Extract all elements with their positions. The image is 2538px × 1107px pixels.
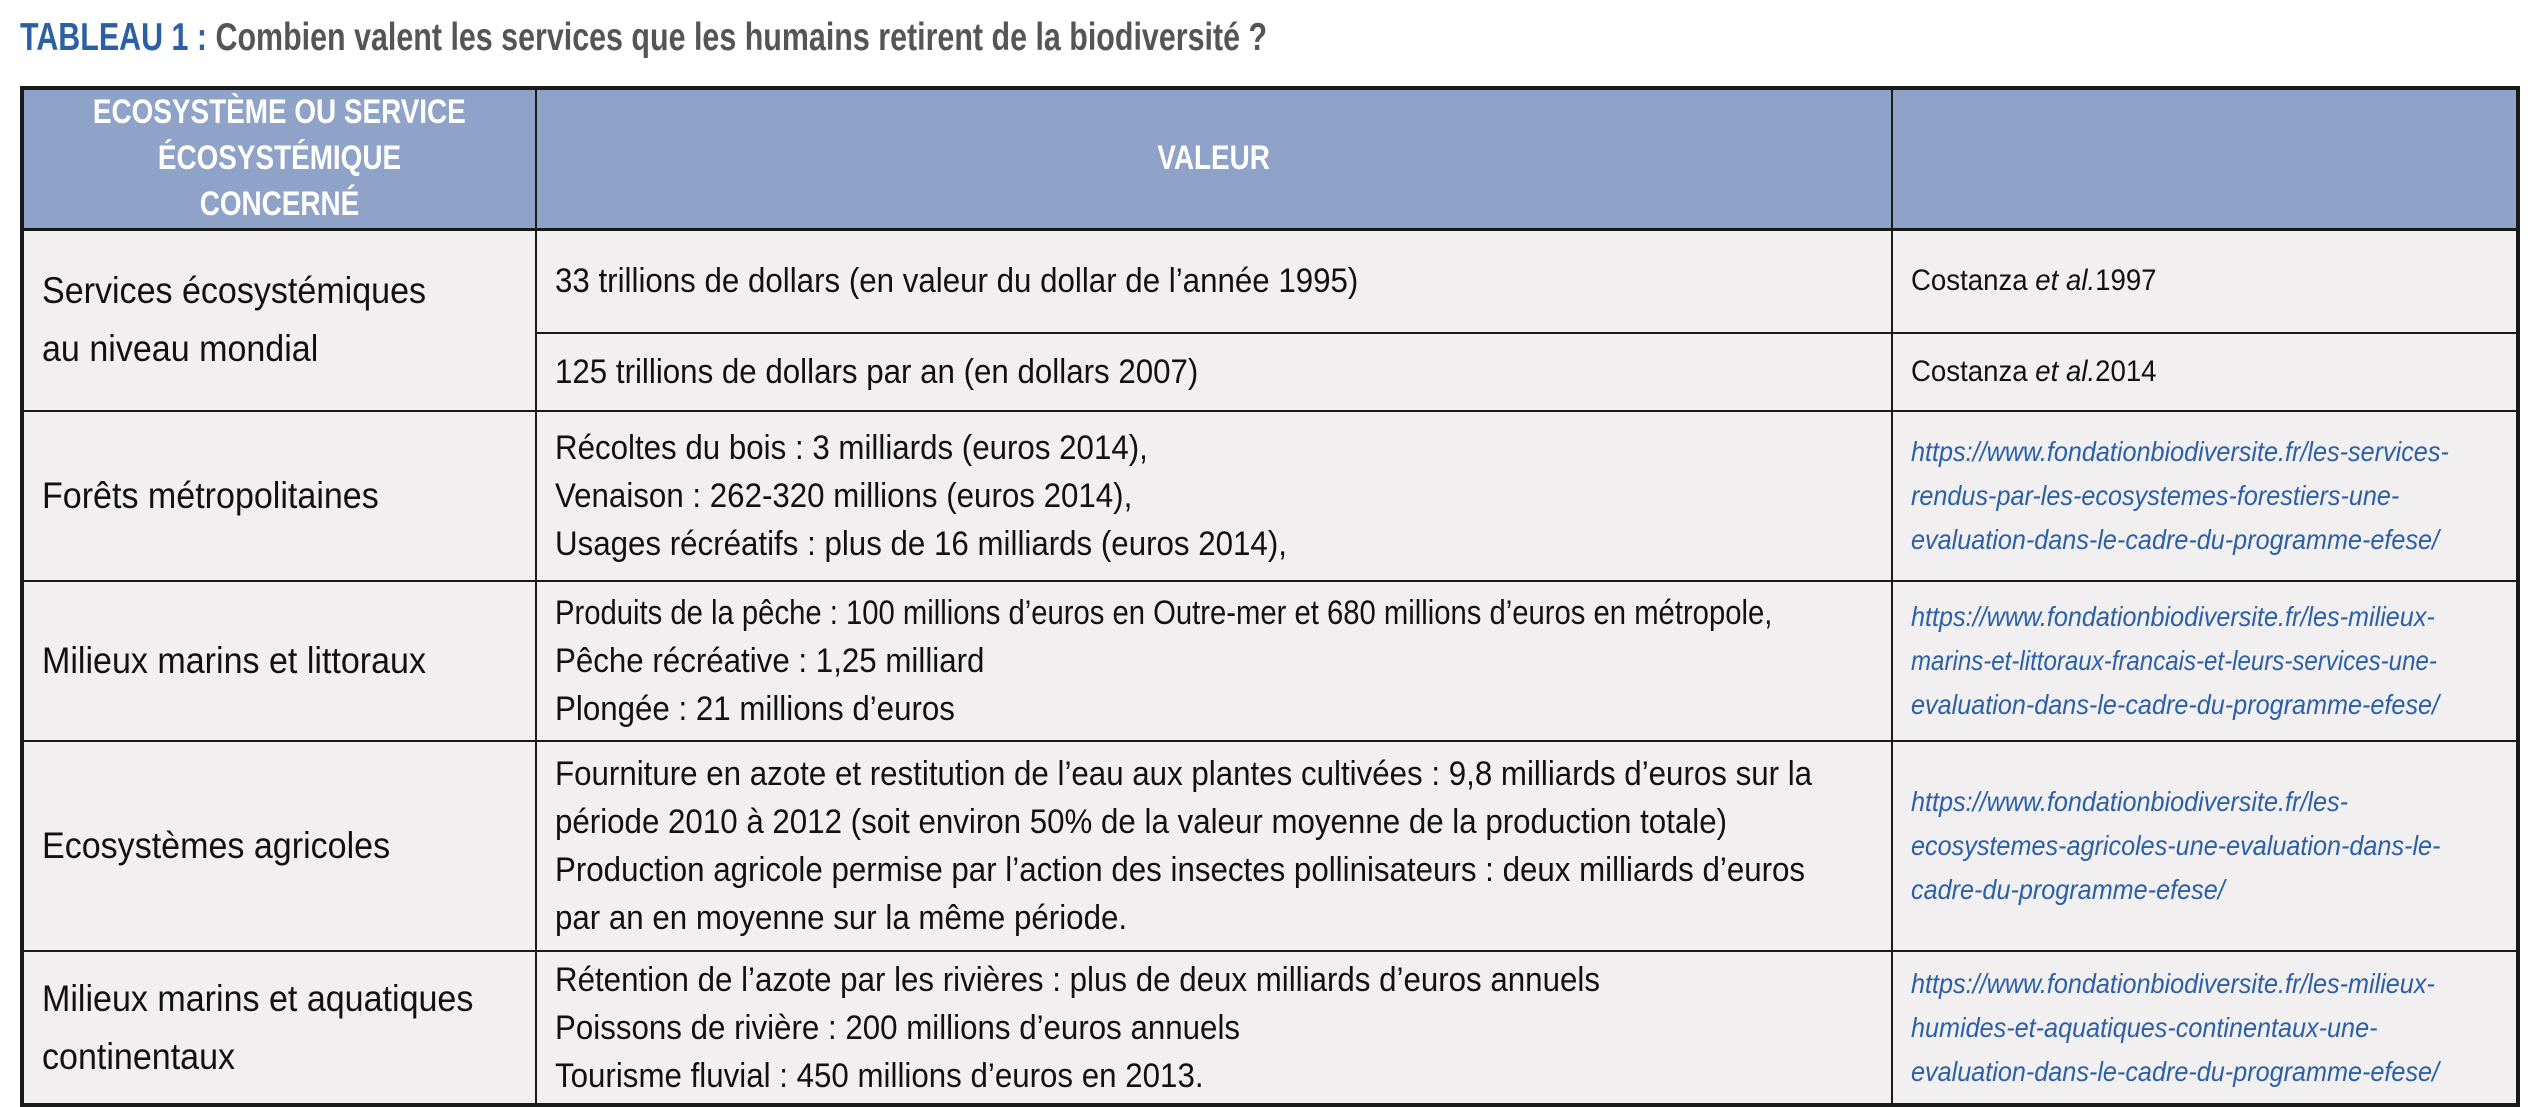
row-value: 125 trillions de dollars par an (en dollars 2007)	[536, 333, 1892, 411]
table-title-label: TABLEAU 1 :	[20, 16, 208, 59]
source-link[interactable]: https://www.fondationbiodiversite.fr/les-milieux- marins-et-littoraux-francais-et-leurs-services-une- evaluation-dans-le-cadre-du-programme-efese/	[1892, 581, 2518, 741]
row-source: Costanza et al.2014	[1892, 333, 2518, 411]
table-row	[22, 741, 2518, 951]
table-row	[22, 229, 2518, 333]
row-category: Milieux marins et littoraux	[22, 581, 536, 741]
source-link[interactable]: https://www.fondationbiodiversite.fr/les-milieux- humides-et-aquatiques-continentaux-une- evaluation-dans-le-cadre-du-programme-efese/	[1892, 951, 2518, 1105]
row-value: Récoltes du bois : 3 milliards (euros 2014), Venaison : 262-320 millions (euros 2014), Usages récréatifs : plus de 16 milliards (euros 2014),	[536, 411, 1892, 581]
source-link[interactable]: https://www.fondationbiodiversite.fr/les- ecosystemes-agricoles-une-evaluation-dans-le- cadre-du-programme-efese/	[1892, 741, 2518, 951]
ecosystem-values-table	[20, 86, 2520, 1107]
row-category: Ecosystèmes agricoles	[22, 741, 536, 951]
header-value: VALEUR	[536, 88, 1892, 229]
row-category: Forêts métropolitaines	[22, 411, 536, 581]
row-value: Rétention de l’azote par les rivières : plus de deux milliards d’euros annuels Poissons de rivière : 200 millions d’euros annuels Tourisme fluvial : 450 millions d’euros en 2013.	[536, 951, 1892, 1105]
table-title	[20, 16, 1267, 60]
table-row	[22, 581, 2518, 741]
row-value: Fourniture en azote et restitution de l’eau aux plantes cultivées : 9,8 milliards d’euros sur la période 2010 à 2012 (soit environ 50% de la valeur moyenne de la production totale) Production agricole permise par l’action des insectes pollinisateurs : deux milliards d’euros par an en moyenne sur la même période.	[536, 741, 1892, 951]
row-category: Milieux marins et aquatiques continentaux	[22, 951, 536, 1105]
header-ecosystem-line: ÉCOSYSTÉMIQUE CONCERNÉ	[157, 138, 402, 223]
row-category: Services écosystémiques au niveau mondial	[22, 229, 536, 411]
table-row	[22, 951, 2518, 1105]
header-ecosystem-line: ECOSYSTÈME OU SERVICE	[93, 93, 466, 131]
header-row	[22, 88, 2518, 229]
row-value: Produits de la pêche : 100 millions d’euros en Outre-mer et 680 millions d’euros en métropole, Pêche récréative : 1,25 milliard Plongée : 21 millions d’euros	[536, 581, 1892, 741]
header-source	[1892, 88, 2518, 229]
header-ecosystem	[22, 88, 536, 229]
table-title-text: Combien valent les services que les humains retirent de la biodiversité ?	[215, 16, 1268, 59]
source-link[interactable]: https://www.fondationbiodiversite.fr/les-services- rendus-par-les-ecosystemes-forestiers-une- evaluation-dans-le-cadre-du-programme-efese/	[1892, 411, 2518, 581]
table-row	[22, 411, 2518, 581]
row-value: 33 trillions de dollars (en valeur du dollar de l’année 1995)	[536, 229, 1892, 333]
row-source: Costanza et al.1997	[1892, 229, 2518, 333]
